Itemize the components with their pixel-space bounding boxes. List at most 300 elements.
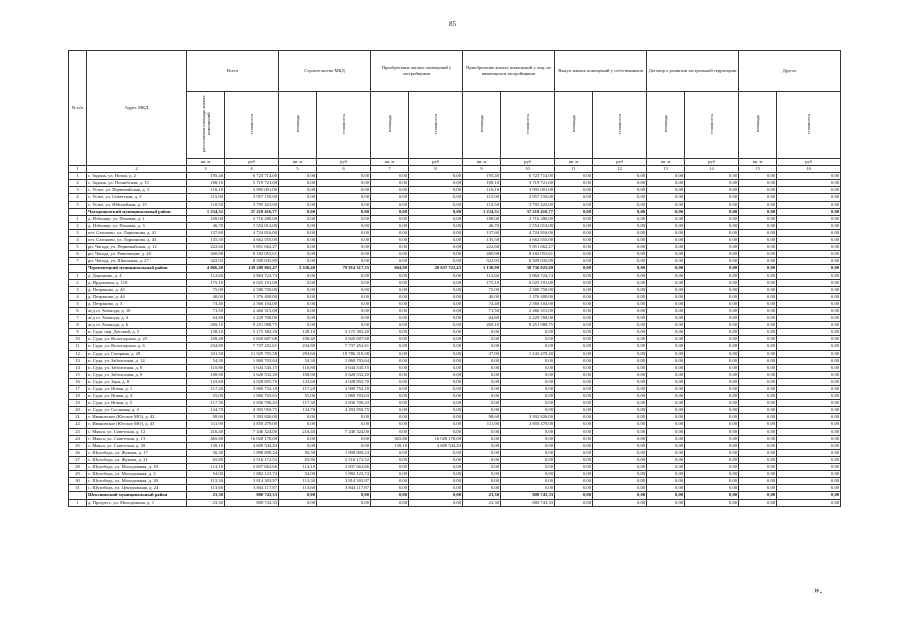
area-cell: 0,00 [739, 414, 777, 421]
cost-cell: 0,00 [777, 421, 841, 428]
cost-cell: 0,00 [685, 222, 739, 229]
cost-cell: 0,00 [317, 442, 371, 449]
cost-cell: 0,00 [501, 386, 555, 393]
cost-cell: 6 723 714,00 [225, 173, 279, 180]
area-cell: 0,00 [555, 315, 593, 322]
row-number-cell: 4 [69, 194, 87, 201]
cost-cell: 0,00 [685, 499, 739, 506]
cost-cell: 800 743,33 [501, 499, 555, 506]
cost-cell: 0,00 [777, 428, 841, 435]
row-number-cell: 6 [69, 307, 87, 314]
cost-cell: 0,00 [593, 449, 647, 456]
area-cell: 54,00 [279, 471, 317, 478]
cost-cell: 0,00 [777, 279, 841, 286]
cost-cell: 0,00 [409, 400, 463, 407]
area-cell: 0,00 [739, 173, 777, 180]
area-cell: 0,00 [647, 478, 685, 485]
area-cell: 113,30 [187, 478, 225, 485]
area-cell: 0,00 [647, 393, 685, 400]
cost-cell: 0,00 [777, 407, 841, 414]
area-cell: 0,00 [279, 215, 317, 222]
area-cell: 117,20 [187, 386, 225, 393]
area-cell: 0,00 [739, 421, 777, 428]
header-sub-area: площадь [279, 92, 317, 159]
cost-cell: 0,00 [593, 229, 647, 236]
address-cell: с. Шухободь, ул. Молодежная, д. 20 [87, 478, 187, 485]
area-cell: 112,60 [463, 272, 501, 279]
area-cell: 0,00 [371, 237, 409, 244]
cost-cell: 3 837 663,66 [317, 464, 371, 471]
area-cell: 0,00 [555, 407, 593, 414]
table-row [69, 258, 841, 265]
cost-cell: 0,00 [685, 194, 739, 201]
cost-cell: 0,00 [409, 393, 463, 400]
cost-cell: 0,00 [317, 251, 371, 258]
table-row [69, 393, 841, 400]
cost-cell: 0,00 [685, 492, 739, 499]
area-cell: 0,00 [279, 251, 317, 258]
table-row [69, 187, 841, 194]
area-cell: 0,00 [739, 187, 777, 194]
area-cell: 54,30 [187, 357, 225, 364]
cost-cell: 3 995 001,00 [225, 187, 279, 194]
cost-cell: 0,00 [317, 315, 371, 322]
area-cell: 0,00 [647, 407, 685, 414]
area-cell: 74,40 [187, 300, 225, 307]
area-cell: 0,00 [371, 478, 409, 485]
area-cell: 135,50 [187, 237, 225, 244]
cost-cell: 0,00 [685, 364, 739, 371]
area-cell: 1 234,31 [463, 208, 501, 215]
area-cell: 113,30 [279, 478, 317, 485]
area-cell: 123,60 [279, 378, 317, 385]
cost-cell: 0,00 [317, 215, 371, 222]
cost-cell: 0,00 [685, 307, 739, 314]
area-cell: 0,00 [647, 371, 685, 378]
area-cell: 0,00 [371, 371, 409, 378]
area-cell: 0,00 [739, 478, 777, 485]
area-cell: 110,50 [187, 201, 225, 208]
area-cell: 0,00 [555, 322, 593, 329]
area-cell: 108,00 [463, 215, 501, 222]
column-number: 15 [739, 166, 777, 173]
cost-cell: 0,00 [593, 378, 647, 385]
area-cell: 0,00 [555, 464, 593, 471]
area-cell: 0,00 [555, 350, 593, 357]
header-row-number: № п/п [69, 51, 87, 166]
area-cell: 0,00 [739, 371, 777, 378]
cost-cell: 3 392 826,00 [501, 414, 555, 421]
table-row [69, 322, 841, 329]
cost-cell: 0,00 [409, 478, 463, 485]
area-cell: 0,00 [555, 478, 593, 485]
cost-cell: 0,00 [685, 449, 739, 456]
cost-cell: 0,00 [685, 251, 739, 258]
area-cell: 0,00 [555, 414, 593, 421]
cost-cell: 4 393 950,75 [225, 407, 279, 414]
cost-cell: 0,00 [777, 386, 841, 393]
cost-cell: 0,00 [409, 173, 463, 180]
header-sub-cost: стоимость [409, 92, 463, 159]
row-number-cell: 16 [69, 378, 87, 385]
cost-cell: 0,00 [685, 393, 739, 400]
area-cell: 71,50 [187, 307, 225, 314]
cost-cell: 0,00 [777, 329, 841, 336]
cost-cell: 0,00 [409, 456, 463, 463]
cost-cell: 0,00 [777, 194, 841, 201]
table-row [69, 343, 841, 350]
address-cell: с. Шухободь, ул. Жукова, д. 21 [87, 456, 187, 463]
row-number-cell: 25 [69, 442, 87, 449]
page-number: 85 [449, 20, 456, 28]
table-row [69, 442, 841, 449]
cost-cell: 0,00 [777, 208, 841, 215]
cost-cell: 0,00 [685, 336, 739, 343]
cost-cell: 1 898 809,24 [225, 449, 279, 456]
address-cell: с. Ивановское (Югское МО), д. 43 [87, 421, 187, 428]
cost-cell: 0,00 [317, 201, 371, 208]
row-number-cell: 28 [69, 464, 87, 471]
area-cell: 0,00 [647, 307, 685, 314]
column-number: 2 [87, 166, 187, 173]
cost-cell: 16 028 178,00 [409, 435, 463, 442]
area-cell: 0,00 [647, 315, 685, 322]
cost-cell: 3 995 001,00 [501, 187, 555, 194]
area-cell: 46,70 [187, 222, 225, 229]
cost-cell: 0,00 [409, 279, 463, 286]
area-cell: 139,10 [371, 442, 409, 449]
row-number-cell [69, 208, 87, 215]
cost-cell: 0,00 [685, 442, 739, 449]
area-cell: 0,00 [279, 222, 317, 229]
cost-cell: 0,00 [409, 272, 463, 279]
column-number: 1 [69, 166, 87, 173]
area-cell: 234,80 [187, 343, 225, 350]
unit-cell: кв. м [555, 159, 593, 166]
area-cell: 0,00 [463, 449, 501, 456]
area-cell: 0,00 [279, 194, 317, 201]
cost-cell: 3 836 700,43 [225, 400, 279, 407]
cost-cell: 0,00 [777, 471, 841, 478]
cost-cell: 3 844 117,87 [225, 485, 279, 492]
address-cell: пгт. Сазоново, ул. Ларионова, д. 41 [87, 229, 187, 236]
cost-cell: 0,00 [685, 464, 739, 471]
area-cell: 0,00 [463, 357, 501, 364]
address-cell: п. Суда, ул. Новая, д. 1 [87, 386, 187, 393]
area-cell: 0,00 [555, 485, 593, 492]
row-number-cell: 30 [69, 478, 87, 485]
table-row [69, 293, 841, 300]
area-cell: 0,00 [739, 492, 777, 499]
area-cell: 0,00 [371, 300, 409, 307]
row-number-cell: 12 [69, 350, 87, 357]
cost-cell: 0,00 [685, 428, 739, 435]
area-cell: 0,00 [647, 208, 685, 215]
cost-cell: 0,00 [777, 286, 841, 293]
area-cell: 23,30 [187, 499, 225, 506]
cost-cell: 0,00 [593, 279, 647, 286]
cost-cell: 0,00 [593, 258, 647, 265]
address-cell: п. Суда, ул. Заболотная, д. 14 [87, 357, 187, 364]
cost-cell: 0,00 [501, 329, 555, 336]
row-number-cell: 5 [69, 201, 87, 208]
cost-cell: 0,00 [317, 194, 371, 201]
cost-cell: 1 376 400,00 [225, 293, 279, 300]
cost-cell: 0,00 [777, 400, 841, 407]
cost-cell: 0,00 [685, 407, 739, 414]
area-cell: 0,00 [739, 244, 777, 251]
area-cell: 0,00 [371, 343, 409, 350]
cost-cell: 0,00 [777, 307, 841, 314]
cost-cell: 0,00 [685, 371, 739, 378]
cost-cell: 0,00 [501, 343, 555, 350]
cost-cell: 3 844 117,87 [317, 485, 371, 492]
area-cell: 138,10 [187, 329, 225, 336]
area-cell: 0,00 [555, 237, 593, 244]
header-sub-area: расселяемая площадь жилых помещений [187, 92, 225, 159]
area-cell: 54,00 [187, 471, 225, 478]
area-cell: 0,00 [739, 471, 777, 478]
area-cell: 108,40 [279, 336, 317, 343]
area-cell: 0,00 [371, 187, 409, 194]
cost-cell: 0,00 [685, 435, 739, 442]
cost-cell: 3 814 303,97 [225, 478, 279, 485]
address-cell: ж/д ст. Хемалда, д. 6 [87, 322, 187, 329]
address-cell: п. Суда, ул. Вологодская, д. 6 [87, 343, 187, 350]
cost-cell: 0,00 [409, 244, 463, 251]
area-cell: 260,98 [187, 251, 225, 258]
area-cell: 0,00 [279, 279, 317, 286]
area-cell: 0,00 [739, 222, 777, 229]
unit-cell: руб [777, 159, 841, 166]
cost-cell: 0,00 [593, 414, 647, 421]
area-cell: 0,00 [371, 364, 409, 371]
area-cell: 0,00 [555, 187, 593, 194]
cost-cell: 0,00 [409, 237, 463, 244]
row-number-cell: 2 [69, 180, 87, 187]
area-cell: 0,00 [647, 421, 685, 428]
cost-cell: 0,00 [409, 251, 463, 258]
cost-cell: 3 795 423,00 [501, 201, 555, 208]
address-cell: пгт. Сазоново, ул. Ларионова, д. 43 [87, 237, 187, 244]
cost-cell: 0,00 [685, 414, 739, 421]
area-cell: 0,00 [555, 357, 593, 364]
area-cell: 175,10 [463, 279, 501, 286]
cost-cell: 0,00 [409, 336, 463, 343]
area-cell: 123,60 [187, 378, 225, 385]
cost-cell: 1 898 809,24 [317, 449, 371, 456]
cost-cell: 3 836 700,43 [317, 400, 371, 407]
cost-cell: 0,00 [593, 499, 647, 506]
cost-cell: 7 446 324,00 [317, 428, 371, 435]
cost-cell: 0,00 [593, 187, 647, 194]
area-cell: 54,30 [279, 357, 317, 364]
cost-cell: 0,00 [777, 265, 841, 272]
cost-cell: 8 509 035,89 [501, 258, 555, 265]
row-number-cell: 11 [69, 343, 87, 350]
area-cell: 0,00 [463, 386, 501, 393]
area-cell: 0,00 [463, 442, 501, 449]
cost-cell: 0,00 [685, 478, 739, 485]
area-cell: 293,60 [279, 350, 317, 357]
resettlement-table [68, 50, 841, 507]
area-cell: 0,00 [371, 272, 409, 279]
table-row [69, 180, 841, 187]
table-row [69, 222, 841, 229]
area-cell: 0,00 [371, 322, 409, 329]
cost-cell: 0,00 [409, 322, 463, 329]
area-cell: 0,00 [463, 378, 501, 385]
cost-cell: 2 460 315,00 [225, 307, 279, 314]
area-cell: 0,00 [647, 428, 685, 435]
column-number: 14 [685, 166, 739, 173]
address-cell: д. Ирдоматка, д. 118 [87, 279, 187, 286]
cost-cell: 0,00 [409, 300, 463, 307]
cost-cell: 5 175 382,20 [225, 329, 279, 336]
row-number-cell: 7 [69, 315, 87, 322]
area-cell: 0,00 [371, 449, 409, 456]
cost-cell: 1 882 123,74 [225, 471, 279, 478]
cost-cell: 0,00 [501, 407, 555, 414]
area-cell: 0,00 [279, 173, 317, 180]
area-cell: 65,80 [279, 456, 317, 463]
area-cell: 0,00 [555, 208, 593, 215]
cost-cell: 3 850 479,00 [225, 421, 279, 428]
area-cell: 0,00 [555, 471, 593, 478]
area-cell: 139,10 [187, 442, 225, 449]
header-sub-cost: стоимость [685, 92, 739, 159]
row-number-cell: 1 [69, 173, 87, 180]
area-cell: 0,00 [279, 414, 317, 421]
address-cell: п. Суда, ул. Новая, д. 4 [87, 393, 187, 400]
area-cell: 0,00 [739, 357, 777, 364]
header-sub-cost: стоимость [225, 92, 279, 159]
area-cell: 0,00 [739, 400, 777, 407]
cost-cell: 0,00 [409, 492, 463, 499]
area-cell: 0,00 [647, 222, 685, 229]
area-cell: 0,00 [647, 265, 685, 272]
area-cell: 40,00 [187, 293, 225, 300]
cost-cell: 0,00 [777, 187, 841, 194]
area-cell: 0,00 [739, 300, 777, 307]
table-row [69, 315, 841, 322]
area-cell: 0,00 [647, 244, 685, 251]
column-number: 12 [593, 166, 647, 173]
table-row [69, 478, 841, 485]
cost-cell: 3 719 721,00 [501, 180, 555, 187]
cost-cell: 3 716 280,00 [501, 215, 555, 222]
cost-cell: 0,00 [777, 258, 841, 265]
area-cell: 0,00 [739, 251, 777, 258]
cost-cell: 3 957 150,00 [501, 194, 555, 201]
cost-cell: 0,00 [593, 485, 647, 492]
area-cell: 0,00 [463, 456, 501, 463]
cost-cell: 0,00 [409, 407, 463, 414]
table-row [69, 300, 841, 307]
cost-cell: 3 864 724,74 [501, 272, 555, 279]
cost-cell: 0,00 [777, 293, 841, 300]
address-cell: п. Суда, ул. Заря, д. 8 [87, 378, 187, 385]
header-group-developer-purchase: Приобретение жилых помещений у застройщиков [371, 51, 463, 92]
row-number-cell: 27 [69, 456, 87, 463]
row-number-cell: 1 [69, 272, 87, 279]
cost-cell: 0,00 [593, 435, 647, 442]
area-cell: 46,70 [463, 222, 501, 229]
header-sub-cost: стоимость [777, 92, 841, 159]
table-row [69, 421, 841, 428]
district-subtotal-row [69, 265, 841, 272]
cost-cell: 0,00 [593, 265, 647, 272]
address-cell: п. Суда, пер. Детский, д. 5 [87, 329, 187, 336]
area-cell: 0,00 [371, 400, 409, 407]
area-cell: 0,00 [739, 208, 777, 215]
address-cell: с. Устье, ул. Первомайская, д. 3 [87, 187, 187, 194]
cost-cell: 0,00 [685, 300, 739, 307]
row-number-cell: 4 [69, 237, 87, 244]
area-cell: 0,00 [647, 492, 685, 499]
area-cell: 0,00 [739, 265, 777, 272]
area-cell: 0,00 [279, 229, 317, 236]
address-cell: с. Мякса, ул. Советская, д. 28 [87, 442, 187, 449]
table-row [69, 286, 841, 293]
cost-cell: 0,00 [409, 357, 463, 364]
table-row [69, 364, 841, 371]
row-number-cell: 4 [69, 293, 87, 300]
cost-cell: 2 229 768,00 [225, 315, 279, 322]
area-cell: 0,00 [555, 300, 593, 307]
area-cell: 108,40 [187, 336, 225, 343]
area-cell: 0,00 [647, 378, 685, 385]
column-number: 7 [371, 166, 409, 173]
cost-cell: 0,00 [409, 378, 463, 385]
table-row [69, 407, 841, 414]
district-name-cell: Шекснинский муниципальный район [87, 492, 187, 499]
cost-cell: 38 736 025,69 [501, 265, 555, 272]
row-number-cell: 26 [69, 449, 87, 456]
cost-cell: 0,00 [593, 300, 647, 307]
area-cell: 0,00 [279, 315, 317, 322]
area-cell: 0,00 [647, 471, 685, 478]
area-cell: 0,00 [555, 428, 593, 435]
cost-cell: 0,00 [409, 428, 463, 435]
address-cell: д. Петраково, д. 3 [87, 300, 187, 307]
cost-cell: 3 900 752,18 [317, 386, 371, 393]
cost-cell: 4 028 855,70 [225, 378, 279, 385]
cost-cell: 2 560 104,00 [225, 300, 279, 307]
cost-cell: 0,00 [685, 229, 739, 236]
row-number-cell: 20 [69, 407, 87, 414]
cost-cell: 2 516 172,52 [317, 456, 371, 463]
cost-cell: 3 719 721,00 [225, 180, 279, 187]
cost-cell: 5 851 662,27 [501, 244, 555, 251]
area-cell: 0,00 [463, 464, 501, 471]
area-cell: 4 066,20 [187, 265, 225, 272]
cost-cell: 0,00 [593, 492, 647, 499]
area-cell: 111,90 [187, 421, 225, 428]
cost-cell: 0,00 [777, 350, 841, 357]
cost-cell: 0,00 [593, 350, 647, 357]
area-cell: 0,00 [555, 173, 593, 180]
table-row [69, 229, 841, 236]
cost-cell: 0,00 [317, 300, 371, 307]
cost-cell: 0,00 [777, 229, 841, 236]
row-number-cell: 19 [69, 400, 87, 407]
district-name-cell: Чагодощенский муниципальный район [87, 208, 187, 215]
cost-cell: 0,00 [685, 400, 739, 407]
address-cell: с. Шухободь, ул. Центральная, д. 24 [87, 485, 187, 492]
area-cell: 0,00 [739, 180, 777, 187]
cost-cell: 0,00 [409, 421, 463, 428]
